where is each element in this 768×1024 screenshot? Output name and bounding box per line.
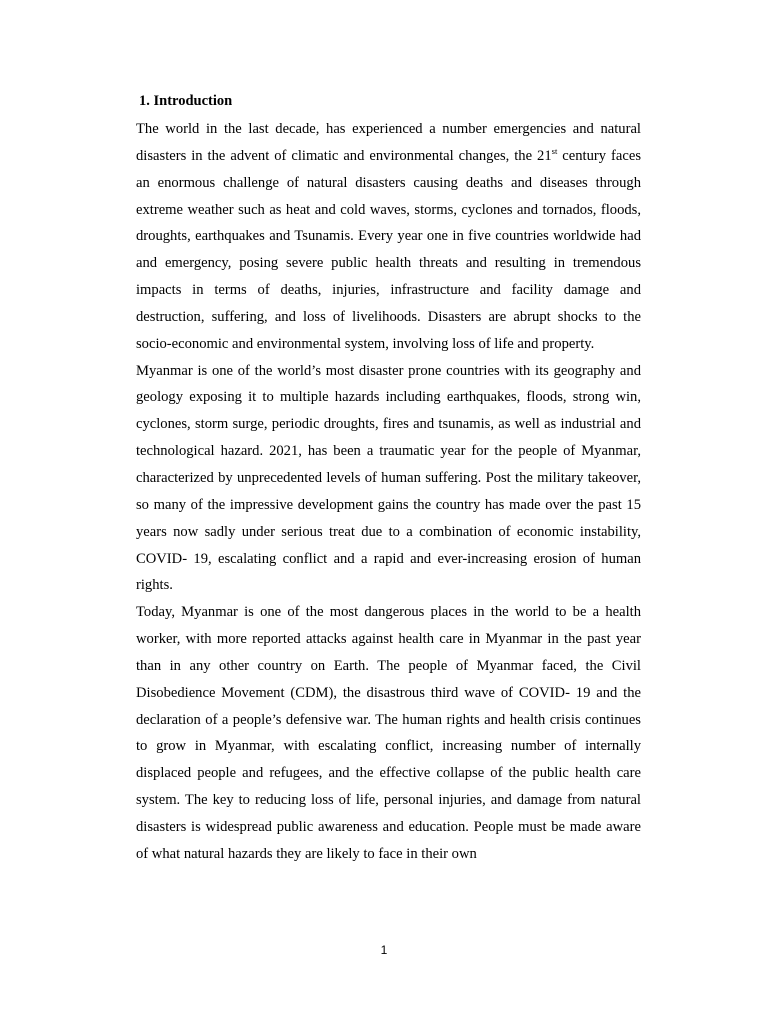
paragraph-1-text-start: The world in the last decade, has experienced a number emergencies and natural disasters in the advent of climatic and environmental changes, the 21 <box>136 121 641 164</box>
ordinal-superscript: st <box>551 145 558 156</box>
section-heading: 1. Introduction <box>139 93 233 109</box>
body-text <box>136 116 641 868</box>
paragraph-3: Today, Myanmar is one of the most dangerous places in the world to be a health worker, with more reported attacks against health care in Myanmar in the past year than in any other country on Earth. The people of Myanmar faced, the Civil Disobedience Movement (CDM), the disastrous third wave of COVID- 19 and the declaration of a people’s defensive war. The human rights and health crisis continues to grow in Myanmar, with escalating conflict, increasing number of internally displaced people and refugees, and the effective collapse of the public health care system. The key to reducing loss of life, personal injuries, and damage from natural disasters is widespread public awareness and education. People must be made aware of what natural hazards they are likely to face in their own <box>136 604 641 862</box>
paragraph-2: Myanmar is one of the world’s most disaster prone countries with its geography and geology exposing it to multiple hazards including earthquakes, floods, strong win, cyclones, storm surge, periodic droughts, fires and tsunamis, as well as industrial and technological hazard. 2021, has been a traumatic year for the people of Myanmar, characterized by unprecedented levels of human suffering. Post the military takeover, so many of the impressive development gains the country has made over the past 15 years now sadly under serious treat due to a combination of economic instability, COVID- 19, escalating conflict and a rapid and ever-increasing erosion of human rights. <box>136 362 641 594</box>
paragraph-1 <box>136 116 641 358</box>
paragraph-1-text-end: century faces an enormous challenge of natural disasters causing deaths and diseases through extreme weather such as heat and cold waves, storms, cyclones and tornados, floods, droughts, earthquakes and Tsunamis. Every year one in five countries worldwide had and emergency, posing severe public health threats and resulting in tremendous impacts in terms of deaths, injuries, infrastructure and facility damage and destruction, suffering, and loss of livelihoods. Disasters are abrupt shocks to the socio-economic and environmental system, involving loss of life and property. <box>136 147 642 352</box>
page-number: 1 <box>380 943 388 957</box>
